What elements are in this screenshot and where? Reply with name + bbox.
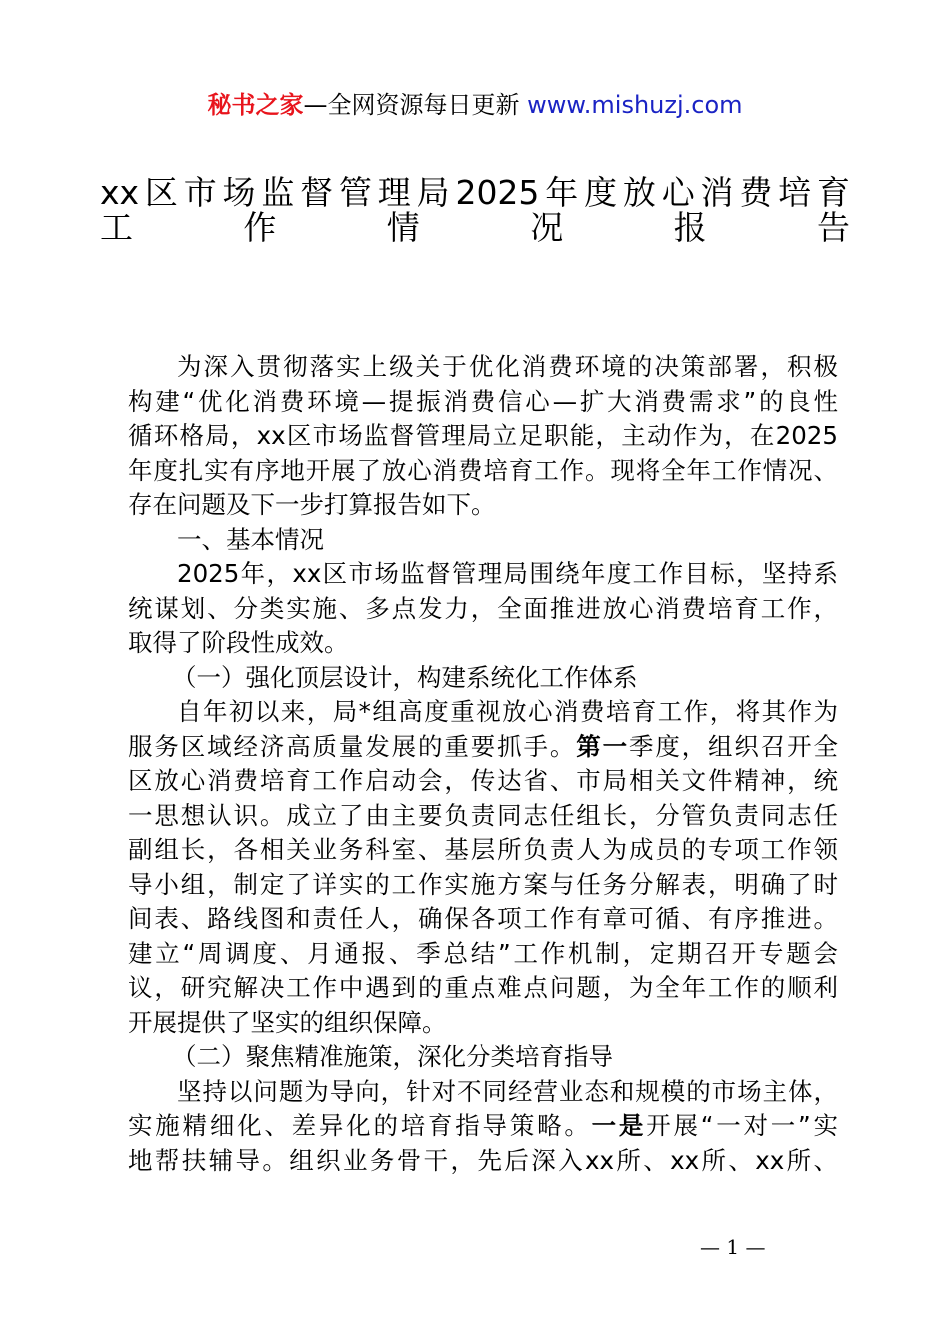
text-line: 间表、路线图和责任人，确保各项工作有章可循、有序推进。 (128, 904, 838, 933)
subsection-heading-1: （一）强化顶层设计，构建系统化工作体系 (172, 662, 638, 692)
bold-text: 一是 (591, 1111, 647, 1140)
document-title (100, 160, 850, 247)
text-line: 构建“优化消费环境—提振消费信心—扩大消费需求”的良性 (128, 386, 838, 416)
page-number: — 1 — (700, 1235, 766, 1259)
header-tagline: —全网资源每日更新 (303, 91, 520, 119)
text-segment: 季度，组织召开全 (628, 731, 839, 761)
site-header (0, 88, 950, 122)
text-line: 2025年，xx区市场监督管理局围绕年度工作目标，坚持系 (177, 559, 838, 588)
text-line: 议，研究解决工作中遇到的重点难点问题，为全年工作的顺利 (128, 973, 838, 1002)
text-line: 开展提供了坚实的组织保障。 (128, 1007, 447, 1037)
text-line: 统谋划、分类实施、多点发力，全面推进放心消费培育工作， (128, 593, 838, 623)
text-line: 取得了阶段性成效。 (128, 628, 349, 657)
site-url-link[interactable]: www.mishuzj.com (527, 91, 743, 119)
paragraph-intro (128, 350, 838, 523)
document-body (128, 350, 838, 1178)
bold-text: 第一 (576, 731, 629, 761)
text-line (128, 1109, 838, 1144)
text-segment: 服务区域经济高质量发展的重要抓手。 (128, 731, 577, 761)
text-line: 导小组，制定了详实的工作实施方案与任务分解表，明确了时 (128, 869, 838, 899)
text-segment: 开展“一对一”实 (646, 1111, 839, 1140)
title-line-1: xx区市场监督管理局2025年度放心消费培育 (100, 173, 850, 212)
text-line: 一思想认识。成立了由主要负责同志任组长，分管负责同志任 (128, 800, 838, 830)
text-line: 自年初以来，局*组高度重视放心消费培育工作，将其作为 (177, 697, 838, 726)
text-line: 地帮扶辅导。组织业务骨干，先后深入xx所、xx所、xx所、 (128, 1145, 838, 1175)
title-line-2: 工作情况报告 (100, 207, 850, 247)
text-line: 存在问题及下一步打算报告如下。 (128, 490, 496, 519)
paragraph-top-level-design (128, 695, 838, 1040)
text-line: 副组长，各相关业务科室、基层所负责人为成员的专项工作领 (128, 835, 838, 864)
paragraph-precise-policy (128, 1075, 838, 1179)
brand-name: 秘书之家 (207, 91, 304, 119)
section-heading-1: 一、基本情况 (177, 524, 324, 554)
text-line: 区放心消费培育工作启动会，传达省、市局相关文件精神，统 (128, 766, 838, 795)
text-segment: 实施精细化、差异化的培育指导策略。 (128, 1111, 592, 1140)
subsection-heading-2: （二）聚焦精准施策，深化分类培育指导 (172, 1042, 613, 1071)
text-line: 坚持以问题为导向，针对不同经营业态和规模的市场主体， (177, 1076, 838, 1106)
text-line: 循环格局，xx区市场监督管理局立足职能，主动作为，在2025 (128, 421, 838, 450)
text-line (128, 730, 838, 765)
text-line: 建立“周调度、月通报、季总结”工作机制，定期召开专题会 (128, 938, 838, 968)
paragraph-basic-situation (128, 557, 838, 661)
text-line: 为深入贯彻落实上级关于优化消费环境的决策部署，积极 (177, 352, 838, 381)
text-line: 年度扎实有序地开展了放心消费培育工作。现将全年工作情况、 (128, 455, 838, 485)
